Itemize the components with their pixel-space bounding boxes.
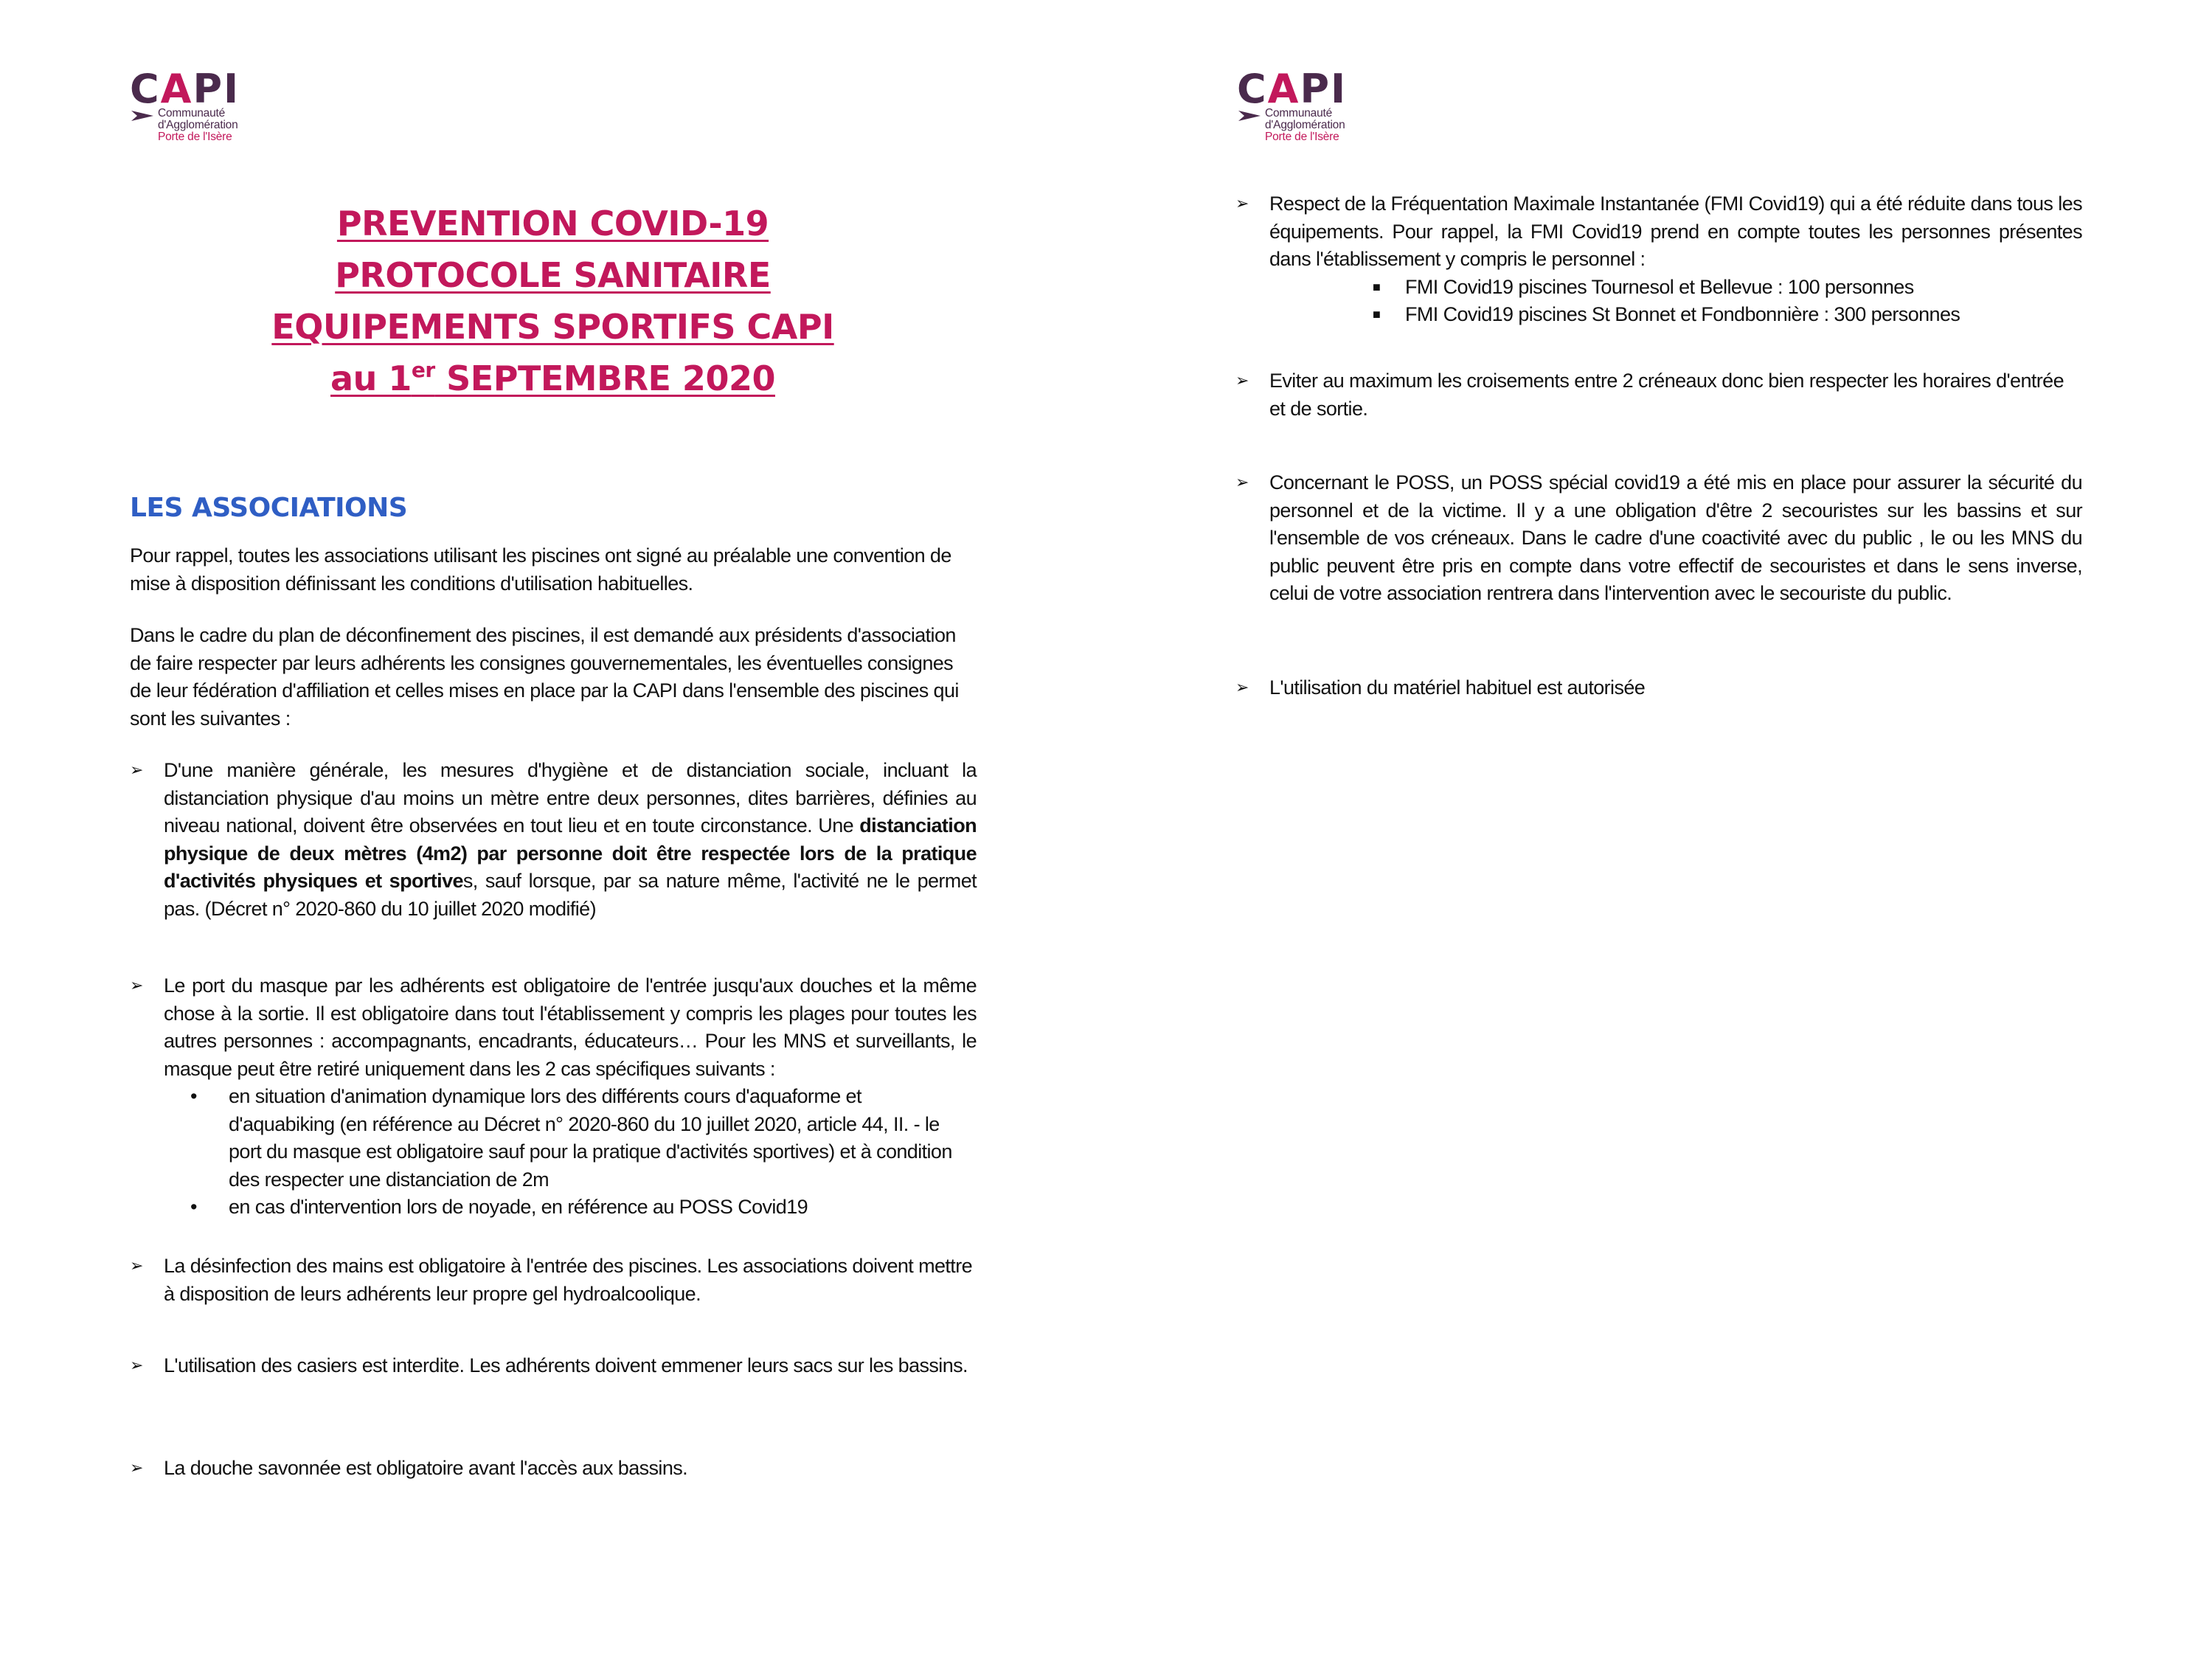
- round-bullet-icon: •: [190, 1085, 197, 1107]
- arrow-bullet-icon: ➢: [1235, 372, 1249, 390]
- logo-arrow-icon: [1238, 109, 1263, 122]
- arrow-bullet-icon: ➢: [130, 1257, 143, 1275]
- capi-logo: CAPI Communauté d'Agglomération Porte de l'Isère: [130, 66, 240, 143]
- arrow-bullet-icon: ➢: [130, 1459, 143, 1478]
- square-bullet-icon: ■: [1373, 279, 1381, 294]
- left-page: CAPI Communauté d'Agglomération Porte de l'Isère PREVENTION COVID-19 PROTOCOLE SANITAIRE EQUIPEMENTS SPORTIFS CAPI au 1er SEPTEMBRE 2020 LES ASSOCIATIONS Pour rappel, toutes les associations utilisant les piscines ont signé au préalable une convention de mise à disposition définissant les conditions d'utilisation habituelles. Dans le cadre du plan de déconfinement des piscines, il est demandé aux présidents d'association de faire respecter par leurs adhérents les consignes gouvernementales, les éventuelles consignes de leur fédération d'affiliation et celles mises en place par la CAPI dans l'ensemble des piscines qui sont les suivantes : ➢ D'une manière générale, les mesures d'hygiène et de distanciation sociale, incluant la distanciation physique d'au moins un mètre entre deux personnes, dites barrières, définies au niveau national, doivent être observées en tout lieu et en toute circonstance. Une distanciation physique de deux mètres (4m2) par personne doit être respectée lors de la pratique d'activités physiques et sportives, sauf lorsque, par sa nature même, l'activité ne le permet pas. (Décret n° 2020-860 du 10 juillet 2020 modifié) ➢ Le port du masque par les adhérents est obligatoire de l'entrée jusqu'aux douches et la même chose à la sortie. Il est obligatoire dans tout l'établissement y compris les plages pour toutes les autres personnes : accompagnants, encadrants, éducateurs… Pour les MNS et surveillants, le masque peut être retiré uniquement dans les 2 cas spécifiques suivants : • en situation d'animation dynamique lors des différents cours d'aquaforme et d'aquabiking (en référence au Décret n° 2020-860 du 10 juillet 2020, article 44, II. - le port du masque est obligatoire sauf pour la pratique d'activités sportives) et à condition des respecter une distanciation de 2m • en cas d'intervention lors de noyade, en référence au POSS Covid19 ➢ La désinfection des mains est obligatoire à l'entrée des piscines. Les associations doivent mettre à disposition de leurs adhérents leur propre gel hydroalcoolique. ➢ L'utilisation des casiers est interdite. Les adhérents doivent emmener leurs sacs sur les bassins. ➢ La douche savonnée est obligatoire avant l'accès aux bassins.: [0, 0, 1106, 1659]
- arrow-bullet-icon: ➢: [130, 761, 143, 780]
- arrow-bullet-icon: ➢: [130, 1357, 143, 1375]
- paragraph-context: Dans le cadre du plan de déconfinement des piscines, il est demandé aux présidents d'association de faire respecter par leurs adhérents les consignes gouvernementales, les éventuelles consignes de leur fédération d'affiliation et celles mises en place par la CAPI dans l'ensemble des piscines qui sont les suivantes :: [130, 624, 959, 730]
- arrow-bullet-icon: ➢: [1235, 474, 1249, 492]
- paragraph-intro: Pour rappel, toutes les associations utilisant les piscines ont signé au préalable une convention de mise à disposition définissant les conditions d'utilisation habituelles.: [130, 544, 951, 595]
- right-page: CAPI Communauté d'Agglomération Porte de l'Isère ➢ Respect de la Fréquentation Maximale Instantanée (FMI Covid19) qui a été réduite dans tous les équipements. Pour rappel, la FMI Covid19 prend en compte toutes les personnes présentes dans l'établissement y compris le personnel : ■ FMI Covid19 piscines Tournesol et Bellevue : 100 personnes ■ FMI Covid19 piscines St Bonnet et Fondbonnière : 300 personnes ➢ Eviter au maximum les croisements entre 2 créneaux donc bien respecter les horaires d'entrée et de sortie. ➢ Concernant le POSS, un POSS spécial covid19 a été mis en place pour assurer la sécurité du personnel et de la victime. Il y a une obligation d'être 2 secouristes sur les bassins et sur l'ensemble de vos créneaux. Dans le cadre d'une coactivité avec du public , le ou les MNS du public peuvent être pris en compte dans votre effectif de secouristes et dans le sens inverse, celui de votre association rentrera dans l'intervention avec le secouriste du public. ➢ L'utilisation du matériel habituel est autorisée: [1106, 0, 2212, 1659]
- arrow-bullet-icon: ➢: [1235, 195, 1249, 213]
- page-title: PREVENTION COVID-19 PROTOCOLE SANITAIRE EQUIPEMENTS SPORTIFS CAPI au 1er SEPTEMBRE 2020: [271, 204, 834, 398]
- section-heading: LES ASSOCIATIONS: [130, 493, 408, 523]
- square-bullet-icon: ■: [1373, 307, 1381, 322]
- round-bullet-icon: •: [190, 1196, 197, 1218]
- capi-logo: CAPI Communauté d'Agglomération Porte de l'Isère: [1237, 66, 1348, 143]
- arrow-bullet-icon: ➢: [1235, 679, 1249, 697]
- arrow-bullet-icon: ➢: [130, 977, 143, 995]
- logo-arrow-icon: [131, 109, 156, 122]
